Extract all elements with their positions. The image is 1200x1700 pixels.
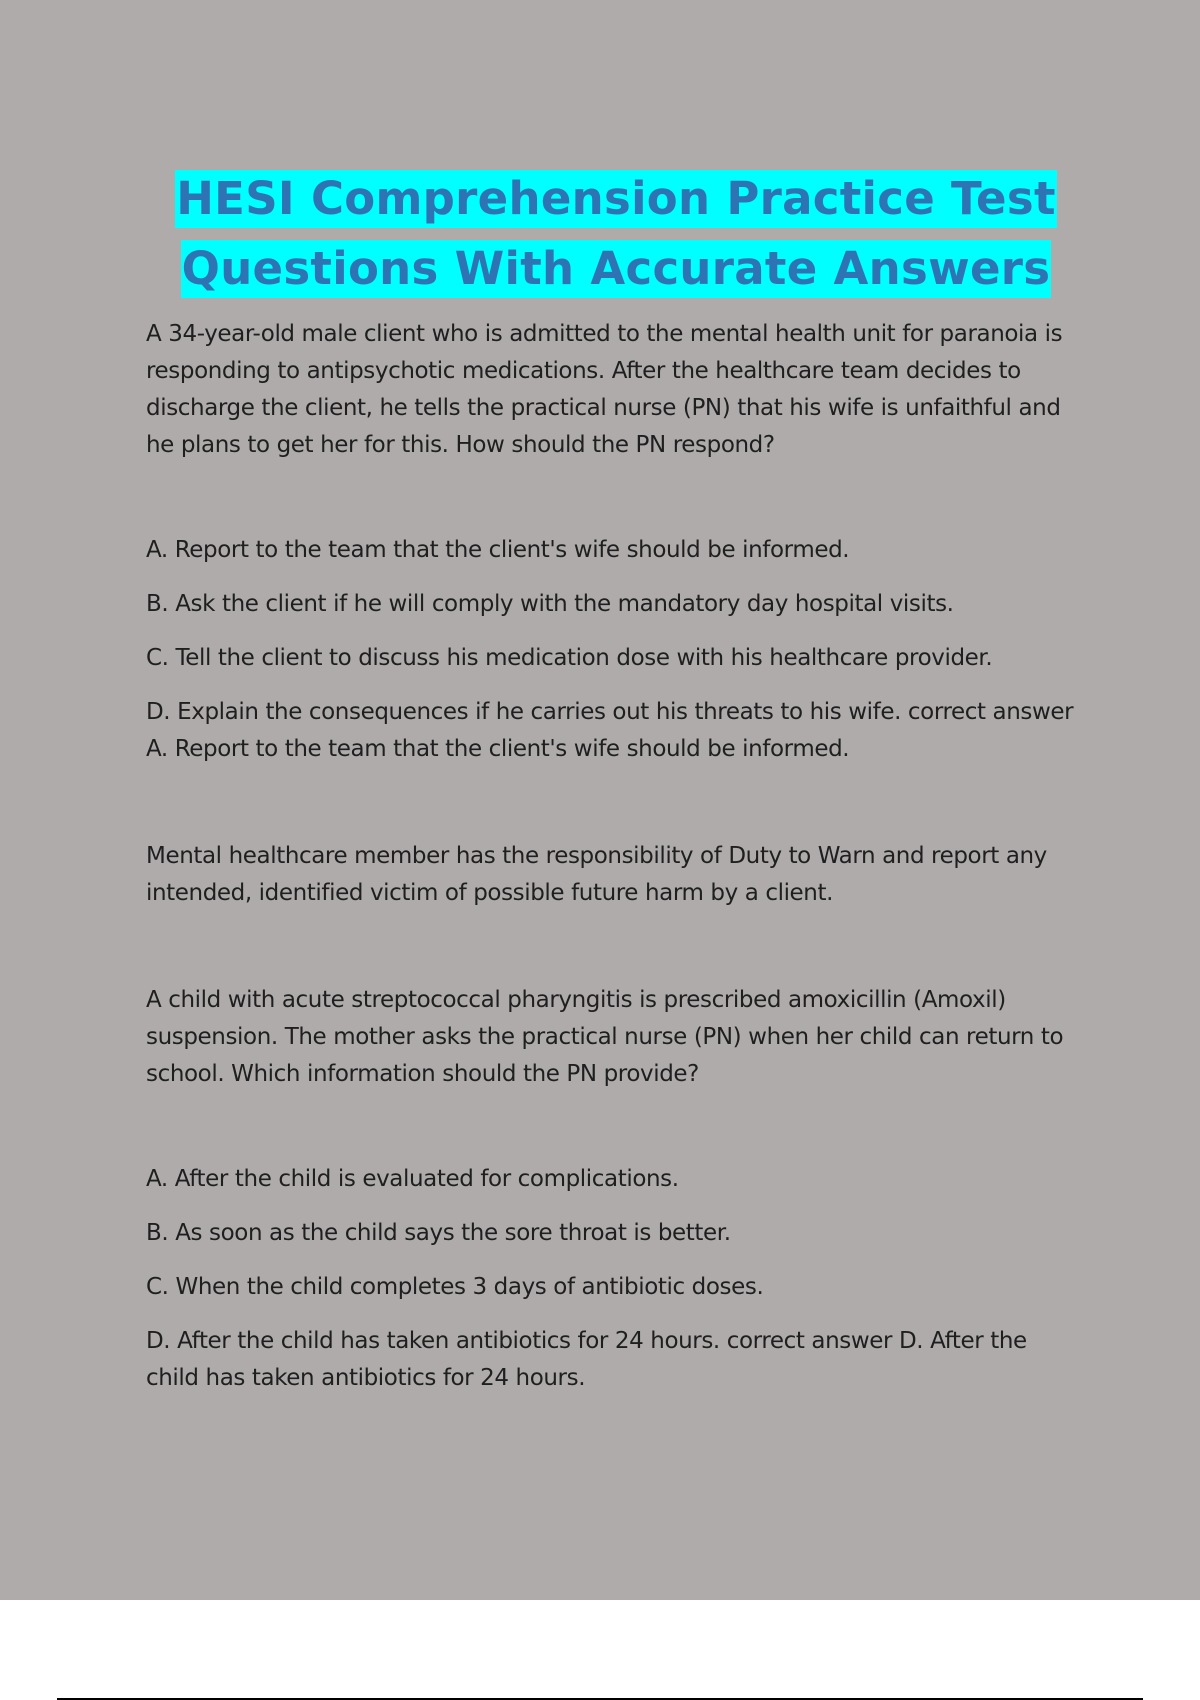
question-1-option-a: A. Report to the team that the client's wife should be informed. [146, 537, 850, 563]
spacer [146, 1093, 1086, 1161]
question-2-option-d-with-answer: D. After the child has taken antibiotics for 24 hours. correct answer D. After the child has taken antibiotics for 24 hours. [146, 1328, 1027, 1391]
spacer [146, 768, 1086, 838]
title-line-1: HESI Comprehension Practice Test [175, 170, 1057, 228]
question-1-explanation: Mental healthcare member has the responsibility of Duty to Warn and report any intended, identified victim of possible future harm by a client. [146, 843, 1047, 906]
question-2-option-c: C. When the child completes 3 days of antibiotic doses. [146, 1274, 764, 1300]
question-2-stem: A child with acute streptococcal pharyngitis is prescribed amoxicillin (Amoxil) suspension. The mother asks the practical nurse (PN) when her child can return to school. Which information should the PN provide? [146, 987, 1064, 1087]
question-2-option-a: A. After the child is evaluated for complications. [146, 1166, 679, 1192]
question-1-stem: A 34-year-old male client who is admitted to the mental health unit for paranoia is responding to antipsychotic medications. After the healthcare team decides to discharge the client, he tells the practical nurse (PN) that his wife is unfaithful and he plans to get her for this. How should the PN respond? [146, 321, 1063, 458]
question-1-option-c: C. Tell the client to discuss his medication dose with his healthcare provider. [146, 645, 993, 671]
spacer [146, 912, 1086, 982]
document-content [146, 170, 1086, 1397]
question-1-option-b: B. Ask the client if he will comply with the mandatory day hospital visits. [146, 591, 954, 617]
title-line-2: Questions With Accurate Answers [181, 240, 1052, 298]
spacer [146, 464, 1086, 532]
question-2-option-b: B. As soon as the child says the sore throat is better. [146, 1220, 731, 1246]
question-1-option-d-with-answer: D. Explain the consequences if he carries out his threats to his wife. correct answer A. Report to the team that the client's wife should be informed. [146, 699, 1074, 762]
document-title [146, 170, 1086, 310]
